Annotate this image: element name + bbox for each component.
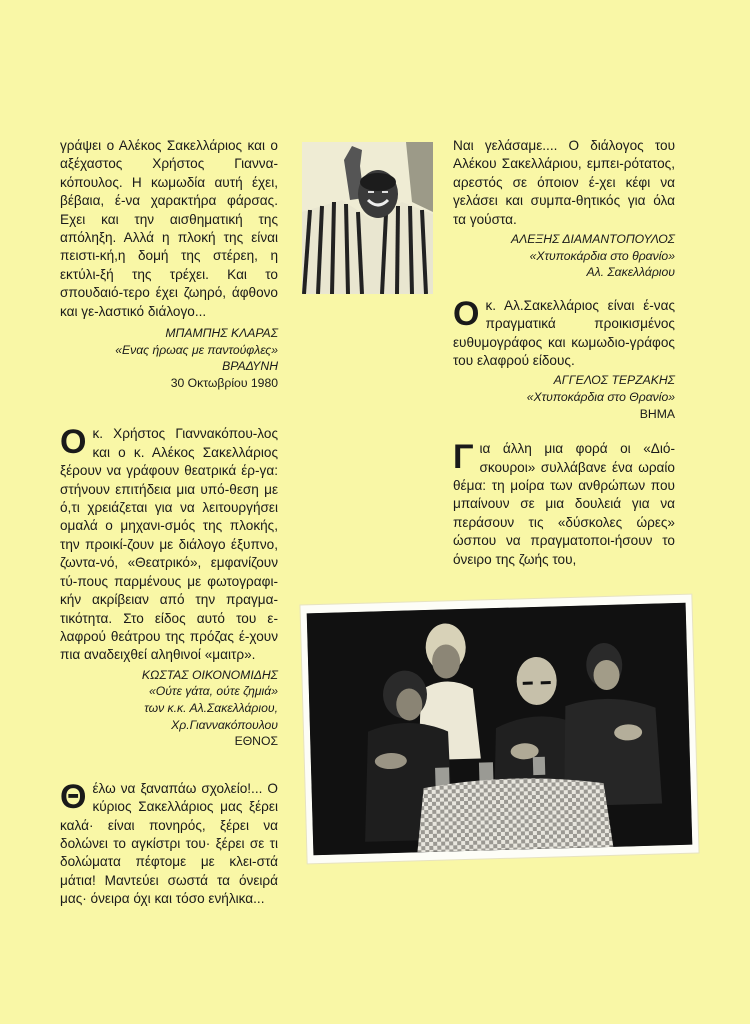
review-oikonomidis-line4: Χρ.Γιαννακόπουλου — [171, 717, 278, 732]
drop-cap: Ο — [60, 423, 87, 462]
review-school-text: έλω να ξαναπάω σχολείο!... Ο κύριος Σακελλάριος μας ξέρει καλά· είναι πονηρός, ξέρει να δολώνει το αγκίστρι του· ξέρει σε τι δολώματα πέφτομε με κλει-στά μάτια! Μαντεύει σωστά τα όνειρά μας· όνειρα όχι και τόσο ενήλικα... — [60, 780, 278, 907]
cast-illustration — [307, 603, 693, 855]
portrait-photo — [302, 142, 433, 294]
left-column — [60, 137, 278, 909]
review-terzakis-text: κ. Αλ.Σακελλάριος είναι έ-νας πραγματικά προικισμένος ευθυμογράφος και κωμωδιο-γράφος του ελαφρού είδους. — [453, 297, 675, 369]
review-dioskouroi — [453, 440, 675, 569]
review-klaras-work: «Ενας ήρωας με παντούφλες» — [115, 342, 278, 357]
review-terzakis-author: ΑΓΓΕΛΟΣ ΤΕΡΖΑΚΗΣ — [553, 373, 675, 388]
review-diamantopoulos-text: Ναι γελάσαμε.... Ο διάλογος του Αλέκου Σακελλάριου, εμπει-ρότατος, αρεστός σε όποιον έ-χει κέφι να γελάσει και συμπα-θητικός για όλα τα γούστα. — [453, 138, 675, 227]
review-oikonomidis-paper: ΕΘΝΟΣ — [234, 734, 278, 749]
right-column — [453, 137, 675, 569]
review-terzakis-work: «Χτυποκάρδια στο Θρανίο» — [526, 390, 675, 405]
review-oikonomidis-work: «Ούτε γάτα, ούτε ζημιά» — [148, 684, 278, 699]
review-klaras-paper: ΒΡΑΔΥΝΗ — [222, 359, 278, 374]
review-klaras-author: ΜΠΑΜΠΗΣ ΚΛΑΡΑΣ — [165, 326, 278, 341]
review-diamantopoulos-work: «Χτυποκάρδια στο θρανίο» — [529, 248, 675, 263]
review-terzakis — [453, 294, 675, 371]
cast-photo-frame — [307, 603, 693, 855]
review-klaras-date: 30 Οκτωβρίου 1980 — [170, 375, 278, 390]
drop-cap: Θ — [60, 777, 87, 816]
review-diamantopoulos-author: ΑΛΕΞΗΣ ΔΙΑΜΑΝΤΟΠΟΥΛΟΣ — [511, 232, 675, 247]
review-oikonomidis — [60, 425, 278, 664]
cast-photo — [300, 595, 698, 864]
review-diamantopoulos-line3: Αλ. Σακελλάριου — [586, 265, 675, 280]
review-klaras-text: γράψει ο Αλέκος Σακελλάριος και ο αξέχαστος Χρήστος Γιαννα-κόπουλος. Η κωμωδία αυτή έχει, βέβαια, έ-να χαρακτήρα φάρσας. Εχει και την αισθηματική της απόληξη. Αλλά η πλοκή της είναι πειστι-κή,η δομή της στέρεη, η εκτύλι-ξή της τρέχει. Και το σπουδαιό-τερο έχει ζωηρό, άφθονο και γε-λαστικό διάλογο... — [60, 138, 278, 319]
review-oikonomidis-line3: των κ.κ. Αλ.Σακελλάριου, — [144, 700, 278, 715]
review-oikonomidis-author: ΚΩΣΤΑΣ ΟΙΚΟΝΟΜΙΔΗΣ — [141, 667, 278, 682]
portrait-illustration — [302, 142, 433, 294]
drop-cap: Γ — [453, 438, 474, 477]
drop-cap: Ο — [453, 294, 480, 333]
review-school — [60, 777, 278, 909]
review-dioskouroi-text: ια άλλη μια φορά οι «Διό-σκουροι» συλλάβανε ένα ωραίο θέμα: τη μοίρα των ανθρώπων που μπαίνουν σε μια δουλειά για να περάσουν τις «δύσκολες ώρες» ώσπου να πραγματοποι-ήσουν το όνειρο της ζωής του, — [453, 441, 675, 567]
review-oikonomidis-text: κ. Χρήστος Γιαννακόπου-λος και ο κ. Αλέκος Σακελλάριος ξέρουν να γράφουν θεατρικά έρ-γα: στήνουν επιτήδεια μια υπό-θεση με ό,τι χρειάζεται για να λειτουργήσει ομαλά ο μηχανι-σμός της πλοκής, την προικί-ζουν με διάλογο έξυπνο, ζωντα-νό, «Θεατρικό», εμφανίζουν τύ-πους παρμένους με φωτογραφι-κήν ακρίβειαν από την πραγμα-τικότητα. Στο είδος αυτό του ε-λαφρού θεάτρου της πρόζας έ-χουν πια αναδειχθεί αληθινοί «μαιτρ». — [60, 426, 278, 663]
review-terzakis-paper: ΒΗΜΑ — [639, 406, 675, 421]
